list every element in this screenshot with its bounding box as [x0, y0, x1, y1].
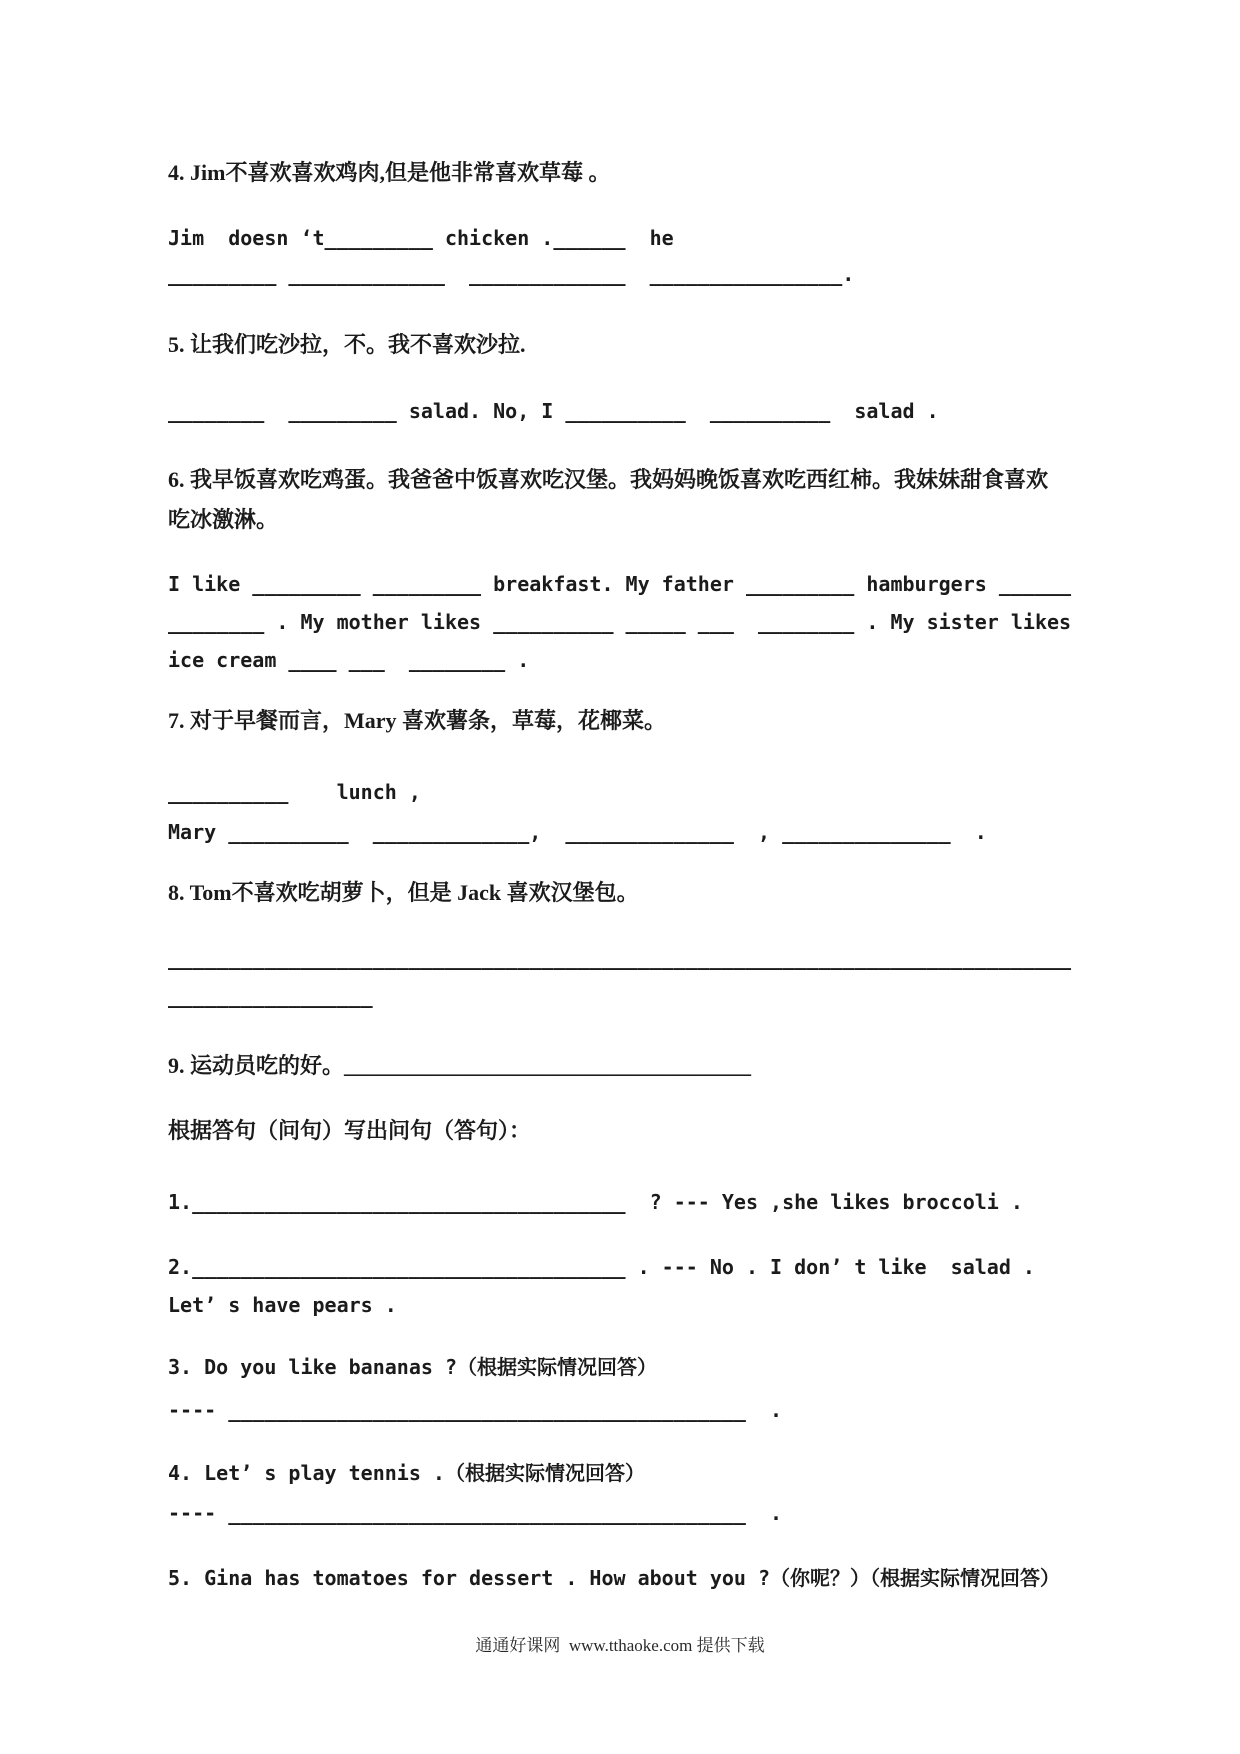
- q6-answer-line-3: ice cream ____ ___ ________ .: [168, 648, 530, 672]
- q7-prompt: 7. 对于早餐而言，Mary 喜欢薯条，草莓，花椰菜。: [168, 708, 667, 733]
- s2-q3-answer-line: ---- ___________________________________________ .: [168, 1398, 783, 1422]
- q4-answer-line-1: Jim doesn ‘t_________ chicken .______ he: [168, 226, 674, 250]
- q8-prompt: 8. Tom不喜欢吃胡萝卜，但是 Jack 喜欢汉堡包。: [168, 880, 639, 905]
- q8-answer-line-1: ___________________________________________________________________________: [168, 946, 1072, 970]
- site-credit-footer: 通通好课网 www.tthaoke.com 提供下载: [475, 1636, 765, 1655]
- s2-q2-line-1: 2.____________________________________ . --- No . I don’ t like salad .: [168, 1255, 1035, 1279]
- s2-q2-line-2: Let’ s have pears .: [168, 1293, 397, 1317]
- q6-prompt: 6. 我早饭喜欢吃鸡蛋。我爸爸中饭喜欢吃汉堡。我妈妈晚饭喜欢吃西红柿。我妹妹甜食喜欢吃冰激淋。: [168, 467, 1049, 532]
- q4-answer-line-2: _________ _____________ _____________ ________________.: [168, 262, 855, 286]
- q9-prompt-with-blank: 9. 运动员吃的好。_____________________________________: [168, 1053, 752, 1078]
- s2-q1-line: 1.____________________________________ ? --- Yes ,she likes broccoli .: [168, 1190, 1023, 1214]
- q4-prompt: 4. Jim不喜欢喜欢鸡肉,但是他非常喜欢草莓 。: [168, 160, 611, 185]
- s2-q4-prompt: 4. Let’ s play tennis .（根据实际情况回答）: [168, 1461, 645, 1485]
- q7-answer-line-2: Mary __________ _____________, ______________ , ______________ .: [168, 820, 987, 844]
- q5-prompt: 5. 让我们吃沙拉，不。我不喜欢沙拉.: [168, 332, 526, 357]
- q8-answer-line-2: _________________: [168, 984, 373, 1008]
- s2-q4-answer-line: ---- ___________________________________________ .: [168, 1501, 783, 1525]
- s2-q3-prompt: 3. Do you like bananas ?（根据实际情况回答）: [168, 1355, 657, 1379]
- q7-answer-line-1: __________ lunch ,: [168, 780, 421, 804]
- section2-heading: 根据答句（问句）写出问句（答句）：: [168, 1118, 532, 1143]
- q5-answer-line: ________ _________ salad. No, I __________ __________ salad .: [168, 399, 939, 423]
- q6-answer-line-1: I like _________ _________ breakfast. My father _________ hamburgers ______: [168, 572, 1072, 596]
- s2-q5-prompt: 5. Gina has tomatoes for dessert . How about you ?（你呢？）（根据实际情况回答）: [168, 1566, 1061, 1590]
- q6-answer-line-2: ________ . My mother likes __________ _____ ___ ________ . My sister likes: [168, 610, 1072, 634]
